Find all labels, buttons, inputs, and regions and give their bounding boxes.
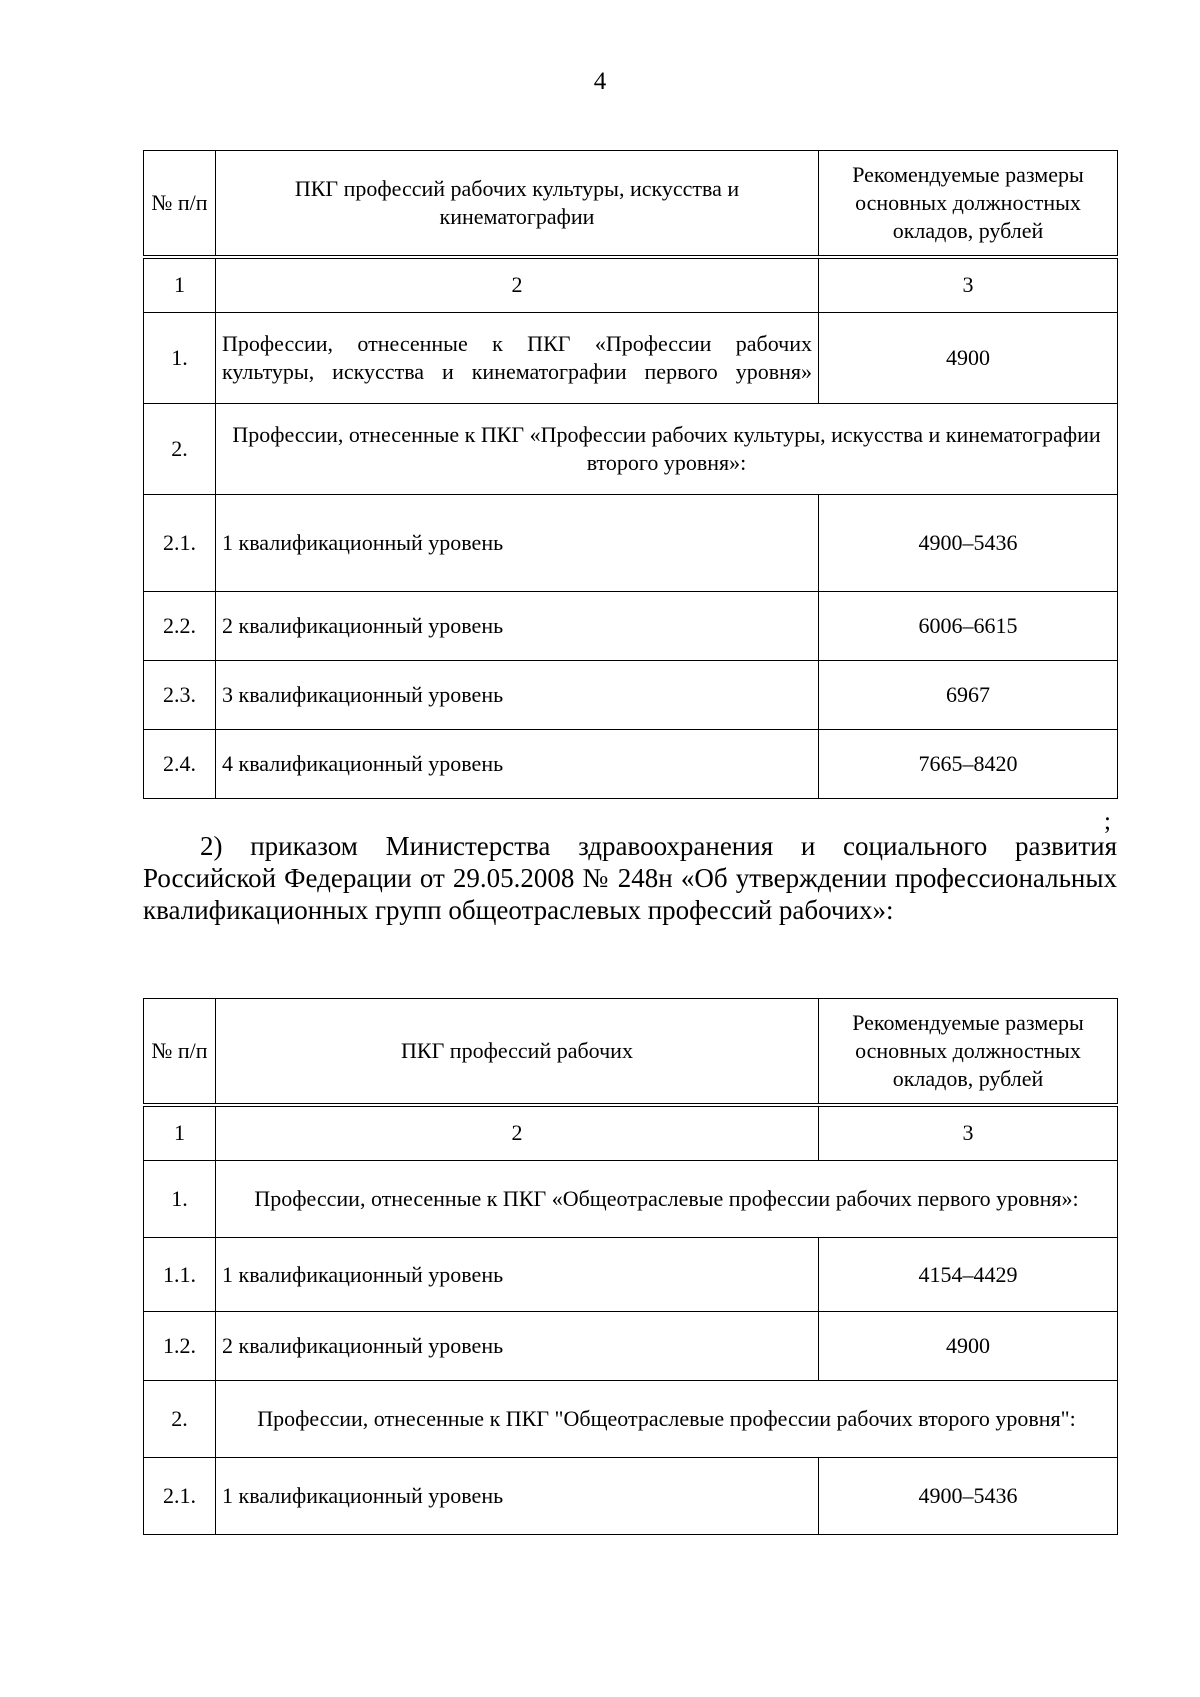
table-row — [144, 313, 1118, 404]
col-number: 2 — [216, 257, 819, 313]
row-group-title: Профессии, отнесенные к ПКГ «Общеотраслевые профессии рабочих первого уровня»: — [216, 1161, 1118, 1238]
salary-table-culture — [143, 150, 1118, 799]
row-num: 2.1. — [144, 1458, 216, 1535]
row-name: 1 квалификационный уровень — [216, 1238, 819, 1312]
table-row — [144, 1458, 1118, 1535]
header-salary: Рекомендуемые размеры основных должностных окладов, рублей — [819, 151, 1118, 257]
row-num: 1.2. — [144, 1312, 216, 1381]
table-header-row — [144, 999, 1118, 1105]
row-num: 1. — [144, 1161, 216, 1238]
row-salary: 4900 — [819, 1312, 1118, 1381]
row-num: 2.4. — [144, 730, 216, 799]
row-salary: 4900–5436 — [819, 495, 1118, 592]
table-row — [144, 495, 1118, 592]
row-group-title: Профессии, отнесенные к ПКГ "Общеотраслевые профессии рабочих второго уровня": — [216, 1381, 1118, 1458]
table-row — [144, 661, 1118, 730]
row-salary: 7665–8420 — [819, 730, 1118, 799]
header-num: № п/п — [144, 151, 216, 257]
col-number: 2 — [216, 1105, 819, 1161]
row-num: 2.3. — [144, 661, 216, 730]
row-num: 2.1. — [144, 495, 216, 592]
row-num: 1.1. — [144, 1238, 216, 1312]
row-name: 3 квалификационный уровень — [216, 661, 819, 730]
table-row — [144, 730, 1118, 799]
row-name: Профессии, отнесенные к ПКГ «Профессии рабочих культуры, искусства и кинематографии первого уровня» — [216, 313, 819, 404]
row-name: 1 квалификационный уровень — [216, 1458, 819, 1535]
col-number: 3 — [819, 257, 1118, 313]
table-row-group — [144, 1161, 1118, 1238]
col-number: 1 — [144, 1105, 216, 1161]
row-name: 2 квалификационный уровень — [216, 1312, 819, 1381]
row-num: 1. — [144, 313, 216, 404]
header-name: ПКГ профессий рабочих культуры, искусства и кинематографии — [216, 151, 819, 257]
header-name: ПКГ профессий рабочих — [216, 999, 819, 1105]
col-number: 1 — [144, 257, 216, 313]
table-row — [144, 1238, 1118, 1312]
row-salary: 4154–4429 — [819, 1238, 1118, 1312]
row-salary: 6967 — [819, 661, 1118, 730]
header-num: № п/п — [144, 999, 216, 1105]
row-num: 2. — [144, 1381, 216, 1458]
header-salary: Рекомендуемые размеры основных должностных окладов, рублей — [819, 999, 1118, 1105]
row-group-title: Профессии, отнесенные к ПКГ «Профессии рабочих культуры, искусства и кинематографии второго уровня»: — [216, 404, 1118, 495]
table-row — [144, 1312, 1118, 1381]
table-row — [144, 592, 1118, 661]
row-name: 2 квалификационный уровень — [216, 592, 819, 661]
table-row-group — [144, 1381, 1118, 1458]
column-number-row — [144, 1105, 1118, 1161]
body-paragraph: 2) приказом Министерства здравоохранения и социального развития Российской Федерации от 29.05.2008 № 248н «Об утверждении профессиональных квалификационных групп общеотраслевых профессий рабочих»: — [143, 831, 1117, 925]
column-number-row — [144, 257, 1118, 313]
row-name: 4 квалификационный уровень — [216, 730, 819, 799]
row-name: 1 квалификационный уровень — [216, 495, 819, 592]
page-number: 4 — [593, 68, 607, 95]
row-num: 2.2. — [144, 592, 216, 661]
row-salary: 4900–5436 — [819, 1458, 1118, 1535]
table-header-row — [144, 151, 1118, 257]
row-salary: 6006–6615 — [819, 592, 1118, 661]
table-row-group — [144, 404, 1118, 495]
row-num: 2. — [144, 404, 216, 495]
semicolon: ; — [1104, 808, 1111, 835]
salary-table-general — [143, 998, 1118, 1535]
col-number: 3 — [819, 1105, 1118, 1161]
row-salary: 4900 — [819, 313, 1118, 404]
